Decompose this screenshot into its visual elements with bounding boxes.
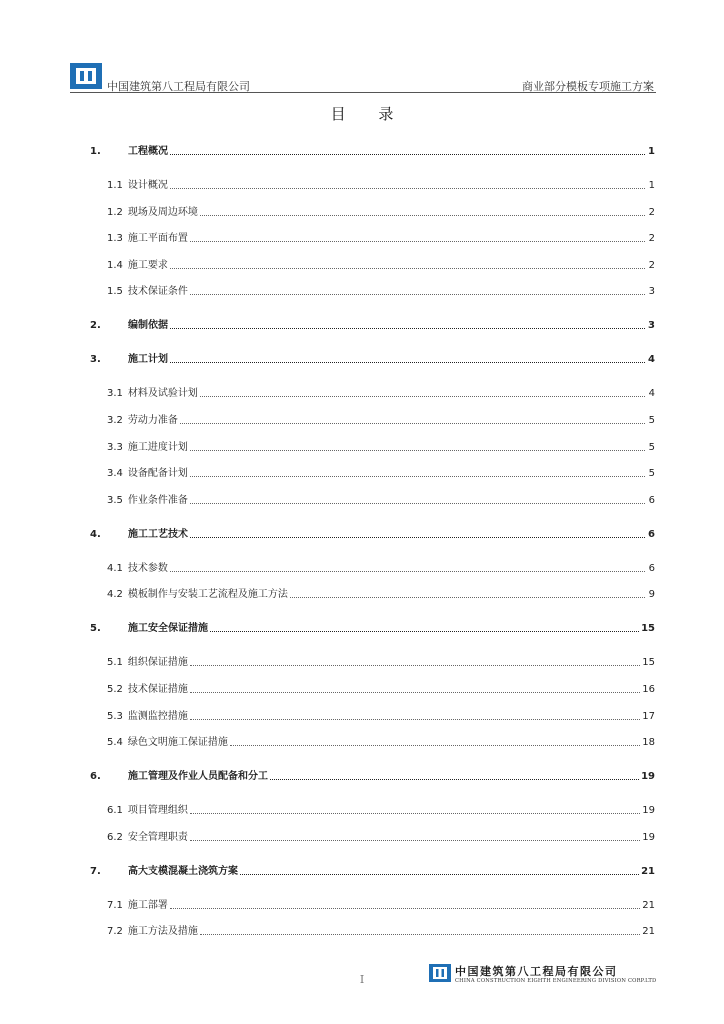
toc-section-entry[interactable]	[90, 731, 655, 749]
toc-entry-label: 施工管理及作业人员配备和分工	[128, 771, 268, 783]
toc-entry-page: 17	[642, 710, 655, 722]
toc-section-entry[interactable]	[90, 254, 655, 272]
toc-title: 目 录	[330, 105, 408, 123]
toc-leader-dots	[190, 719, 640, 720]
toc-entry-number: 5.4	[107, 737, 123, 749]
toc-section-entry[interactable]	[90, 280, 655, 298]
toc-entry-number: 1.1	[107, 180, 123, 191]
toc-entry-label: 技术保证条件	[127, 286, 188, 298]
footer-company-en: CHINA CONSTRUCTION EIGHTH ENGINEERING DIVISION CORP.LTD	[455, 978, 657, 984]
toc-section-entry[interactable]	[90, 651, 655, 669]
toc-entry-label: 施工部署	[127, 899, 168, 911]
page-header	[70, 63, 656, 95]
toc-leader-dots	[190, 537, 645, 538]
toc-entry-label: 项目管理组织	[127, 805, 188, 817]
toc-section-entry[interactable]	[90, 678, 655, 696]
toc-entry-number: 4.	[90, 528, 101, 540]
toc-leader-dots	[170, 328, 645, 329]
toc-section-entry[interactable]	[90, 462, 655, 480]
toc-leader-dots	[170, 154, 645, 155]
toc-entry-number: 4.2	[107, 589, 123, 601]
toc-entry-page: 6	[648, 494, 655, 506]
footer-page-number: I	[359, 973, 365, 986]
toc-entry-page: 6	[648, 562, 655, 574]
toc-entry-page: 15	[641, 623, 655, 635]
toc-section-entry[interactable]	[90, 436, 655, 454]
toc-entry-label: 绿色文明施工保证措施	[127, 737, 228, 749]
toc-leader-dots	[190, 840, 640, 841]
footer-company-cn: 中国建筑第八工程局有限公司	[455, 965, 618, 978]
toc-section-entry[interactable]	[90, 920, 655, 938]
toc-entry-page: 3	[648, 320, 655, 332]
toc-leader-dots	[170, 268, 645, 269]
toc-leader-dots	[200, 215, 645, 216]
toc-entry-page: 19	[642, 831, 655, 843]
toc-entry-label: 施工要求	[127, 259, 168, 271]
toc-entry-number: 5.2	[107, 683, 123, 695]
toc-leader-dots	[170, 188, 645, 189]
toc-entry-page: 4	[648, 388, 655, 400]
toc-entry-page: 5	[648, 468, 655, 480]
toc-entry-page: 3	[648, 286, 655, 298]
toc-leader-dots	[170, 571, 645, 572]
header-divider	[70, 92, 656, 93]
toc-leader-dots	[190, 294, 645, 295]
toc-chapter-entry[interactable]	[90, 765, 655, 783]
toc-entry-page: 2	[648, 259, 655, 271]
toc-leader-dots	[240, 874, 639, 875]
header-doc-title: 商业部分模板专项施工方案	[522, 80, 654, 93]
toc-entry-label: 施工安全保证措施	[128, 623, 208, 635]
toc-leader-dots	[210, 631, 639, 632]
toc-leader-dots	[190, 665, 640, 666]
toc-entry-page: 15	[642, 657, 655, 669]
toc-leader-dots	[170, 908, 640, 909]
toc-entry-number: 3.4	[107, 468, 123, 480]
toc-entry-label: 模板制作与安装工艺流程及施工方法	[127, 589, 288, 601]
toc-chapter-entry[interactable]	[90, 617, 655, 635]
toc-leader-dots	[200, 934, 640, 935]
toc-leader-dots	[270, 779, 639, 780]
toc-entry-number: 1.2	[107, 206, 123, 218]
toc-section-entry[interactable]	[90, 799, 655, 817]
toc-entry-number: 5.3	[107, 710, 123, 722]
toc-entry-number: 1.4	[107, 259, 123, 271]
toc-chapter-entry[interactable]	[90, 348, 655, 366]
toc-entry-label: 设计概况	[127, 180, 168, 191]
toc-entry-label: 施工进度计划	[127, 441, 188, 453]
toc-entry-page: 21	[642, 926, 655, 938]
toc-entry-page: 21	[642, 899, 655, 911]
toc-leader-dots	[180, 423, 645, 424]
toc-entry-page: 21	[641, 865, 655, 877]
toc-section-entry[interactable]	[90, 583, 655, 601]
toc-leader-dots	[290, 597, 645, 598]
toc-entry-label: 设备配备计划	[127, 468, 188, 480]
toc-entry-label: 施工平面布置	[127, 233, 188, 245]
toc-entry-number: 2.	[90, 320, 101, 332]
toc-chapter-entry[interactable]	[90, 860, 655, 878]
toc-entry-number: 5.1	[107, 657, 123, 669]
toc-entry-page: 9	[648, 589, 655, 601]
toc-entry-number: 6.2	[107, 831, 123, 843]
toc-entry-page: 16	[642, 683, 655, 695]
toc-entry-label: 施工工艺技术	[128, 528, 188, 540]
toc-entry-page: 18	[642, 737, 655, 749]
toc-section-entry[interactable]	[90, 201, 655, 219]
toc-entry-number: 7.1	[107, 899, 123, 911]
toc-leader-dots	[190, 813, 640, 814]
toc-leader-dots	[170, 362, 645, 363]
toc-leader-dots	[230, 745, 640, 746]
toc-section-entry[interactable]	[90, 705, 655, 723]
toc-section-entry[interactable]	[90, 227, 655, 245]
toc-entry-number: 3.3	[107, 441, 123, 453]
toc-entry-number: 6.	[90, 771, 101, 783]
toc-entry-label: 编制依据	[128, 320, 168, 332]
toc-leader-dots	[190, 476, 645, 477]
toc-entry-page: 19	[641, 771, 655, 783]
toc-entry-label: 技术保证措施	[127, 683, 188, 695]
toc-entry-page: 1	[648, 180, 655, 191]
toc-entry-page: 5	[648, 441, 655, 453]
toc-entry-label: 工程概况	[128, 146, 168, 157]
toc-entry-number: 3.5	[107, 494, 123, 506]
toc-entry-label: 材料及试验计划	[127, 388, 198, 400]
toc-section-entry[interactable]	[90, 174, 655, 192]
toc-chapter-entry[interactable]	[90, 523, 655, 541]
toc-entry-page: 6	[648, 528, 655, 540]
toc-section-entry[interactable]	[90, 382, 655, 400]
toc-entry-number: 7.2	[107, 926, 123, 938]
toc-entry-number: 1.	[90, 146, 101, 157]
toc-leader-dots	[190, 503, 645, 504]
toc-section-entry[interactable]	[90, 894, 655, 912]
toc-entry-label: 监测监控措施	[127, 710, 188, 722]
cscec-logo-icon	[70, 63, 102, 89]
toc-entry-page: 19	[642, 805, 655, 817]
toc-entry-page: 2	[648, 233, 655, 245]
toc-section-entry[interactable]	[90, 557, 655, 575]
toc-entry-label: 作业条件准备	[127, 494, 188, 506]
toc-entry-label: 现场及周边环境	[127, 206, 198, 218]
toc-entry-number: 7.	[90, 865, 101, 877]
toc-section-entry[interactable]	[90, 409, 655, 427]
toc-entry-number: 5.	[90, 623, 101, 635]
toc-entry-label: 技术参数	[127, 562, 168, 574]
toc-chapter-entry[interactable]	[90, 314, 655, 332]
toc-entry-number: 3.2	[107, 414, 123, 426]
toc-entry-page: 5	[648, 414, 655, 426]
toc-entry-number: 4.1	[107, 562, 123, 574]
toc-leader-dots	[190, 450, 645, 451]
header-company: 中国建筑第八工程局有限公司	[107, 80, 250, 93]
toc-leader-dots	[200, 396, 645, 397]
toc-entry-number: 1.5	[107, 286, 123, 298]
toc-entry-number: 1.3	[107, 233, 123, 245]
toc-entry-number: 6.1	[107, 805, 123, 817]
toc-section-entry[interactable]	[90, 826, 655, 844]
toc-chapter-entry[interactable]	[90, 140, 655, 158]
toc-entry-number: 3.	[90, 354, 101, 366]
toc-entry-page: 4	[648, 354, 655, 366]
toc-leader-dots	[190, 241, 645, 242]
toc-entry-label: 施工方法及措施	[127, 926, 198, 938]
toc-entry-page: 2	[648, 206, 655, 218]
toc-entry-label: 安全管理职责	[127, 831, 188, 843]
toc-entry-label: 劳动力准备	[127, 414, 178, 426]
toc-entry-label: 组织保证措施	[127, 657, 188, 669]
footer-cscec-logo-icon	[429, 964, 451, 982]
toc-section-entry[interactable]	[90, 489, 655, 507]
table-of-contents	[90, 140, 655, 938]
toc-entry-label: 施工计划	[128, 354, 168, 366]
toc-entry-number: 3.1	[107, 388, 123, 400]
toc-leader-dots	[190, 692, 640, 693]
toc-entry-page: 1	[648, 146, 655, 157]
toc-entry-label: 高大支模混凝土浇筑方案	[128, 865, 238, 877]
